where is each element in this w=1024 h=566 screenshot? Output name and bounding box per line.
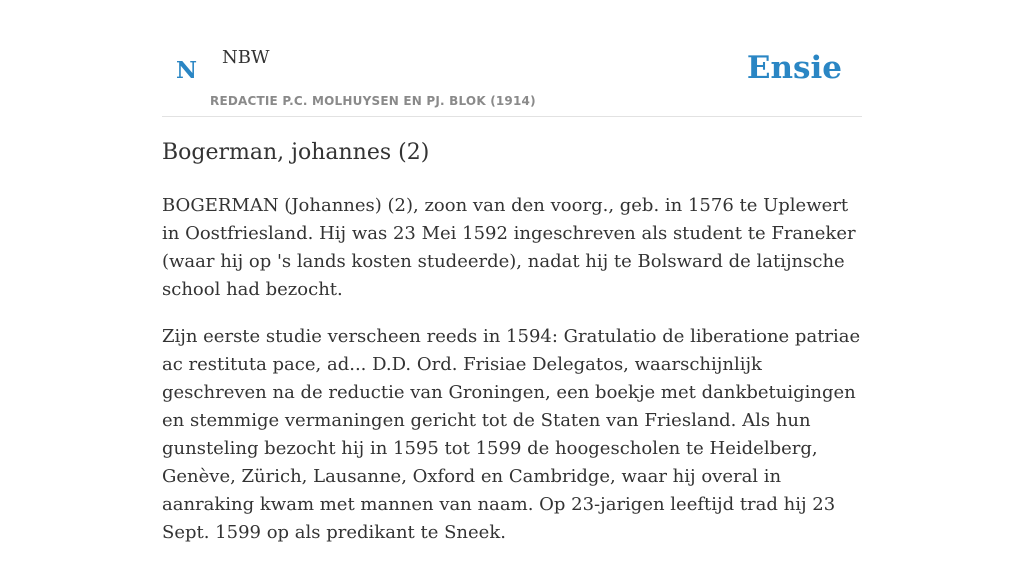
source-name-link[interactable]: NBW xyxy=(222,47,270,68)
article-body xyxy=(162,192,862,566)
article-paragraph: BOGERMAN (Johannes) (2), zoon van den voorg., geb. in 1576 te Uplewert in Oostfriesland. Hij was 23 Mei 1592 ingeschreven als student te Franeker (waar hij op 's lands kosten studeerde), nadat hij te Bolsward de latijnsche school had bezocht. xyxy=(162,195,856,300)
page-title: Bogerman, johannes (2) xyxy=(162,140,430,165)
header xyxy=(162,0,862,117)
article-paragraph: Zijn eerste studie verscheen reeds in 1594: Gratulatio de liberatione patriae ac restituta pace, ad... D.D. Ord. Frisiae Delegatos, waarschijnlijk geschreven na de reductie van Groningen, een boekje met dankbetuigingen en stemmige vermaningen gericht tot de Staten van Friesland. Als hun gunsteling bezocht hij in 1595 tot 1599 de hoogescholen te Heidelberg, Genève, Zürich, Lausanne, Oxford en Cambridge, waar hij overal in aanraking kwam met mannen van naam. Op 23-jarigen leeftijd trad hij 23 Sept. 1599 op als predikant te Sneek. xyxy=(162,326,861,543)
source-subtitle: REDACTIE P.C. MOLHUYSEN EN PJ. BLOK (1914) xyxy=(210,94,536,108)
brand-logo-link[interactable]: Ensie xyxy=(746,50,842,86)
source-logo[interactable]: N xyxy=(176,57,198,84)
